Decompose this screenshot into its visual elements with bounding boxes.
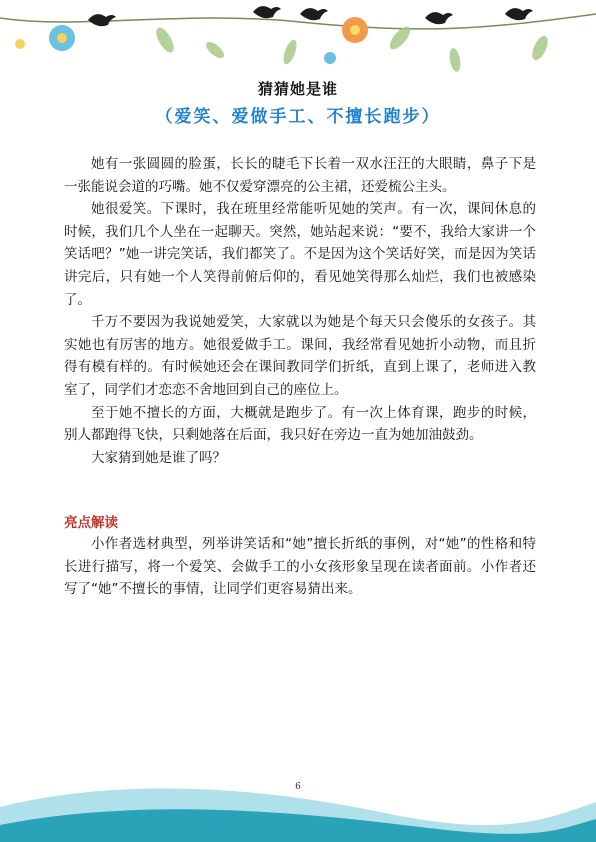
essay-paragraph: 她有一张圆圆的脸蛋，长长的睫毛下长着一双水汪汪的大眼睛，鼻子下是一张能说会道的巧嘴。她不仅爱穿漂亮的公主裙，还爱梳公主头。 [64, 156, 536, 195]
page-number: 6 [295, 782, 301, 792]
header-decoration [0, 0, 596, 80]
page-title: 猜猜她是谁 [257, 80, 338, 98]
footer-wave-decoration [0, 767, 596, 842]
essay-body [64, 153, 536, 469]
highlight-comment [64, 533, 536, 601]
page-subtitle: （爱笑、爱做手工、不擅长跑步） [155, 107, 441, 127]
essay-paragraph: 她很爱笑。下课时，我在班里经常能听见她的笑声。有一次，课间休息的时候，我们几个人坐在一起聊天。突然，她站起来说：“要不，我给大家讲一个笑话吧？”她一讲完笑话，我们都笑了。不是因为这个笑话好笑，而是因为笑话讲完后，只有她一个人笑得前俯后仰的，看见她笑得那么灿烂，我们也被感染了。 [64, 201, 536, 308]
essay-paragraph: 千万不要因为我说她爱笑，大家就以为她是个每天只会傻乐的女孩子。其实她也有厉害的地方。她很爱做手工。课间，我经常看见她折小动物，而且折得有模有样的。有时候她还会在课间教同学们折纸，直到上课了，老师进入教室了，同学们才恋恋不舍地回到自己的座位上。 [64, 314, 536, 398]
branch [0, 14, 596, 29]
highlight-text: 小作者选材典型，列举讲笑话和“她”擅长折纸的事例，对“她”的性格和特长进行描写，将一个爱笑、会做手工的小女孩形象呈现在读者面前。小作者还写了“她”不擅长的事情，让同学们更容易猜出来。 [64, 536, 536, 598]
highlight-heading: 亮点解读 [64, 515, 118, 531]
flower-icon-center [342, 17, 368, 43]
essay-paragraph: 大家猜到她是谁了吗？ [91, 449, 226, 466]
flower-icon-left [49, 25, 75, 51]
essay-paragraph: 至于她不擅长的方面，大概就是跑步了。有一次上体育课，跑步的时候，别人都跑得飞快，只剩她落在后面，我只好在旁边一直为她加油鼓劲。 [64, 404, 536, 444]
